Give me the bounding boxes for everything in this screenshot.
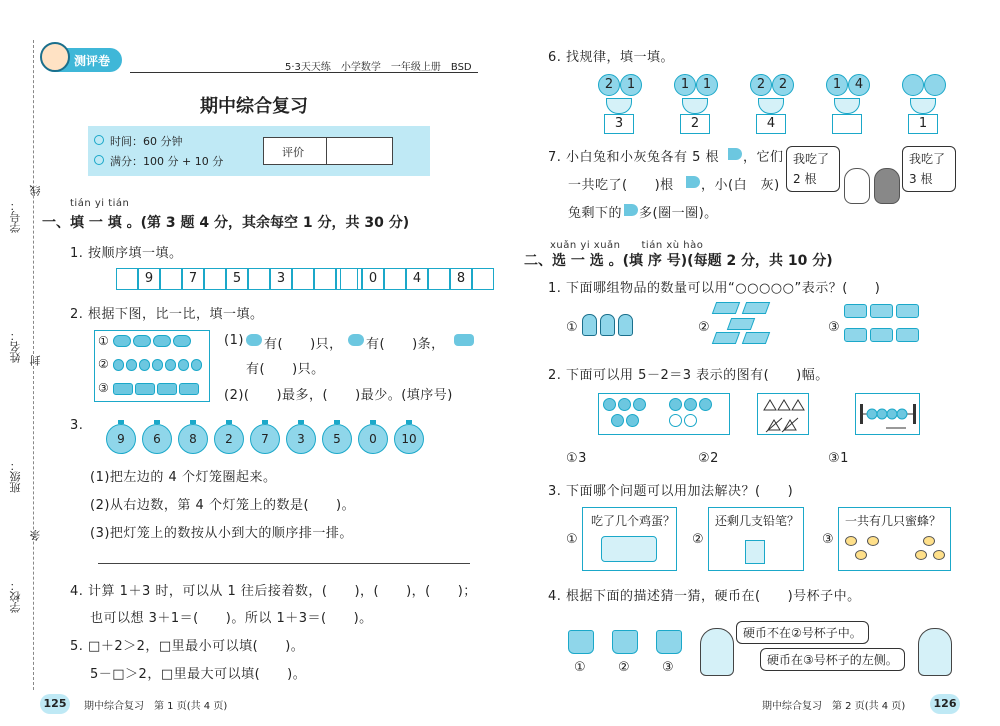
eval-box [263,137,393,165]
flower-petal: 2 [598,74,620,96]
bee-group [845,536,945,568]
pencil-cup-icon [745,540,765,564]
plane-icon [712,332,740,344]
score-text: 满分：100 分 + 10 分 [110,155,224,168]
q2-row-3: ③ [98,381,109,395]
flower-petal: 2 [750,74,772,96]
q4-line-1: 4. 计算 1＋3 时，可以从 1 往后接着数，( )，( )，( )； [70,584,477,599]
cup-label: ① [574,660,587,675]
bus-icon [844,328,867,342]
triangles-picture [757,393,809,435]
badge [42,48,122,72]
carrot-icon-3 [624,204,638,216]
sequence-cell [116,268,138,290]
snail-icon [153,335,171,347]
apple-icon [603,398,616,411]
q7-text-a: 7. 小白兔和小灰兔各有 5 根 [548,150,720,165]
apple-icon [684,398,697,411]
bee-icon [915,550,927,560]
flower-petal: 1 [826,74,848,96]
seal-mark: 封 [29,355,42,366]
sequence-cell [292,268,314,290]
bus-icon [844,304,867,318]
mascot-icon [40,42,70,72]
snail-icon [246,334,262,346]
s2q3-opt-3-num: ③ [822,532,835,547]
s2q3-text: 3. 下面哪个问题可以用加法解决？( ) [548,484,794,499]
school-label: 学校： [9,580,22,613]
q7-text-e: 兔剩下的 [568,206,623,221]
bus-icon [870,304,893,318]
lantern: 6 [142,424,172,454]
flower-petal: 1 [674,74,696,96]
apples-picture [598,393,730,435]
apple-icon [611,414,624,427]
q2-picture [94,330,210,402]
sequence-cell [428,268,450,290]
q3-part-2: (2)从右边数，第 4 个灯笼上的数是( )。 [90,498,356,513]
child-icon [618,314,633,336]
bee-icon [933,550,945,560]
section1-title: 一、填 一 填 。(第 3 题 4 分，其余每空 1 分，共 30 分) [42,215,410,231]
s2q3-opt-3-box [838,507,951,571]
sequence-2 [340,268,500,290]
line-mark: 线 [29,185,42,196]
plane-icon [727,318,755,330]
s2q1-text: 1. 下面哪组物品的数量可以用“○○○○○”表示？( ) [548,281,881,296]
fish-icon [152,359,163,371]
s2q2-opt-1: ①3 [566,451,587,466]
bus-icon [870,328,893,342]
q7-text-f: 多(圈一圈)。 [639,206,718,221]
girl-icon [700,628,734,676]
q5-line-2: 5－□＞2，□里最大可以填( )。 [90,667,307,682]
bee-icon [845,536,857,546]
q3-part-3: (3)把灯笼上的数按从小到大的顺序排一排。 [90,526,353,541]
flower-pot: 2 [680,114,710,134]
abacus-picture [855,393,920,435]
snail-icon [133,335,151,347]
s2q3-opt-2-text: 还剩几支铅笔？ [715,514,800,528]
cup-icon [656,630,682,654]
sequence-cell: 8 [450,268,472,290]
flower-pot: 1 [908,114,938,134]
sequence-cell: 5 [226,268,248,290]
sequence-cell [472,268,494,290]
eval-label: 评价 [282,146,304,159]
name-label: 姓名： [9,330,22,363]
carrot-icon-2 [686,176,700,188]
sequence-cell [248,268,270,290]
apple-icon [618,398,631,411]
bee-icon [855,550,867,560]
sequence-1 [116,268,336,290]
sequence-cell [160,268,182,290]
footer-right-page: 126 [930,694,960,714]
triangle-icon [758,394,810,436]
speech-bubble-white-rabbit: 我吃了 2 根 [786,146,840,192]
s2q1-opt-3: ③ [828,320,841,335]
apple-icon [633,398,646,411]
header-rule [130,72,478,73]
plane-icon [742,332,770,344]
q3-answer-line [98,563,470,564]
page-title: 期中综合复习 [200,96,308,117]
s2q2-text: 2. 下面可以用 5－2＝3 表示的图有( )幅。 [548,368,829,383]
bird-icon [179,383,199,395]
s2q2-opt-3: ③1 [828,451,849,466]
cup-row [568,630,708,680]
q2-answer-1c: 有( )条， [366,337,445,352]
bee-icon [867,536,879,546]
lantern: 0 [358,424,388,454]
lantern: 3 [286,424,316,454]
flower-row [598,74,978,134]
leaf-icon [758,98,784,114]
check-icon [94,155,104,165]
grey-rabbit-icon [874,168,900,204]
fish-icon [139,359,150,371]
fish-icon [126,359,137,371]
plane-icon [712,302,740,314]
leaf-icon [910,98,936,114]
q2-text: 2. 根据下图，比一比，填一填。 [70,307,264,322]
cup-label: ③ [662,660,675,675]
lantern: 9 [106,424,136,454]
q7-text-d: ，小(白 灰) [701,178,780,193]
s2q1-opt-1: ① [566,320,579,335]
series-info: 5·3天天练 小学数学 一年级上册 BSD [285,62,472,73]
fold-mark: 条 [29,530,42,541]
apple-icon [684,414,697,427]
bus-icon [896,328,919,342]
lantern-row [106,420,436,454]
s2q3-opt-1-box [582,507,677,571]
student-no-label: 学号： [9,200,22,233]
sequence-cell [314,268,336,290]
q2-row-2: ② [98,357,109,371]
sequence-cell [384,268,406,290]
q7-text-c: 一共吃了( )根 [568,178,674,193]
flower-petal: 2 [772,74,794,96]
flower-petal: 4 [848,74,870,96]
section2-title: 二、选 一 选 。(填 序 号)(每题 2 分，共 10 分) [524,253,833,269]
s2q3-opt-2-box [708,507,804,571]
s2q3-opt-3-text: 一共有几只蜜蜂？ [845,514,942,528]
white-rabbit-icon [844,168,870,204]
s2q3-opt-2-num: ② [692,532,705,547]
lantern: 2 [214,424,244,454]
bird-icon [157,383,177,395]
sequence-cell: 9 [138,268,160,290]
boy-icon [918,628,952,676]
fish-icon [178,359,189,371]
bird-icon [135,383,155,395]
flower-petal: 1 [620,74,642,96]
lantern: 10 [394,424,424,454]
section1-pinyin: tián yi tián [70,198,130,209]
bird-icon [113,383,133,395]
buses-group [844,304,924,348]
q1-text: 1. 按顺序填一填。 [70,246,183,261]
egg-tray-icon [601,536,657,562]
sequence-cell: 7 [182,268,204,290]
section2-pinyin: xuǎn yi xuǎn tián xù hào [550,240,704,251]
class-label: 班级： [9,460,22,493]
apple-icon [626,414,639,427]
bee-icon [923,536,935,546]
lantern: 7 [250,424,280,454]
child-icon [582,314,597,336]
flower-pot: 4 [756,114,786,134]
child-icon [600,314,615,336]
sequence-cell [340,268,362,290]
fish-icon [348,334,364,346]
q3-number: 3. [70,418,84,433]
q2-answer-2: (2)( )最多，( )最少。(填序号) [224,388,453,403]
speech-bubble-boy: 硬币在③号杯子的左侧。 [760,648,905,671]
cup-icon [612,630,638,654]
snail-icon [113,335,131,347]
flower-petal: 1 [696,74,718,96]
fish-icon [191,359,202,371]
plane-icon [742,302,770,314]
footer-left-page: 125 [40,694,70,714]
info-panel [88,126,430,176]
q4-line-2: 也可以想 3＋1＝( )。所以 1＋3＝( )。 [90,611,373,626]
sequence-cell: 0 [362,268,384,290]
bus-icon [896,304,919,318]
s2q2-opt-2: ②2 [698,451,719,466]
q2-answer-1d: 有( )只。 [246,362,325,377]
flower-pot: 3 [604,114,634,134]
speech-bubble-grey-rabbit: 我吃了 3 根 [902,146,956,192]
planes-group [714,302,774,348]
sequence-cell: 4 [406,268,428,290]
bird-icon [454,334,474,346]
cup-icon [568,630,594,654]
carrot-icon [728,148,742,160]
abacus-icon [856,394,921,436]
sequence-cell: 3 [270,268,292,290]
leaf-icon [834,98,860,114]
leaf-icon [606,98,632,114]
s2q3-opt-1-num: ① [566,532,579,547]
s2q3-opt-1-text: 吃了几个鸡蛋？ [591,514,676,528]
q2-answer-1a: (1) [224,333,244,348]
q5-line-1: 5. □＋2＞2，□里最小可以填( )。 [70,639,305,654]
footer-left-text: 期中综合复习 第 1 页(共 4 页) [84,701,228,712]
badge-label: 测评卷 [74,54,111,68]
s2q1-opt-2: ② [698,320,711,335]
eval-divider [326,138,327,164]
q2-row-1: ① [98,334,109,348]
snail-icon [173,335,191,347]
flower-petal [902,74,924,96]
speech-bubble-girl: 硬币不在②号杯子中。 [736,621,869,644]
cup-label: ② [618,660,631,675]
lantern: 5 [322,424,352,454]
q3-part-1: (1)把左边的 4 个灯笼圈起来。 [90,470,277,485]
apple-icon [669,414,682,427]
q6-text: 6. 找规律，填一填。 [548,50,675,65]
flower-petal [924,74,946,96]
lantern: 8 [178,424,208,454]
q7-text-b: ，它们 [743,150,784,165]
clock-icon [94,135,104,145]
time-text: 时间：60 分钟 [110,135,183,148]
apple-icon [669,398,682,411]
apple-icon [699,398,712,411]
sequence-cell [204,268,226,290]
fish-icon [165,359,176,371]
leaf-icon [682,98,708,114]
footer-right-text: 期中综合复习 第 2 页(共 4 页) [762,701,906,712]
fish-icon [113,359,124,371]
q2-answer-1b: 有( )只， [264,337,343,352]
s2q4-text: 4. 根据下面的描述猜一猜，硬币在( )号杯子中。 [548,589,861,604]
flower-pot [832,114,862,134]
